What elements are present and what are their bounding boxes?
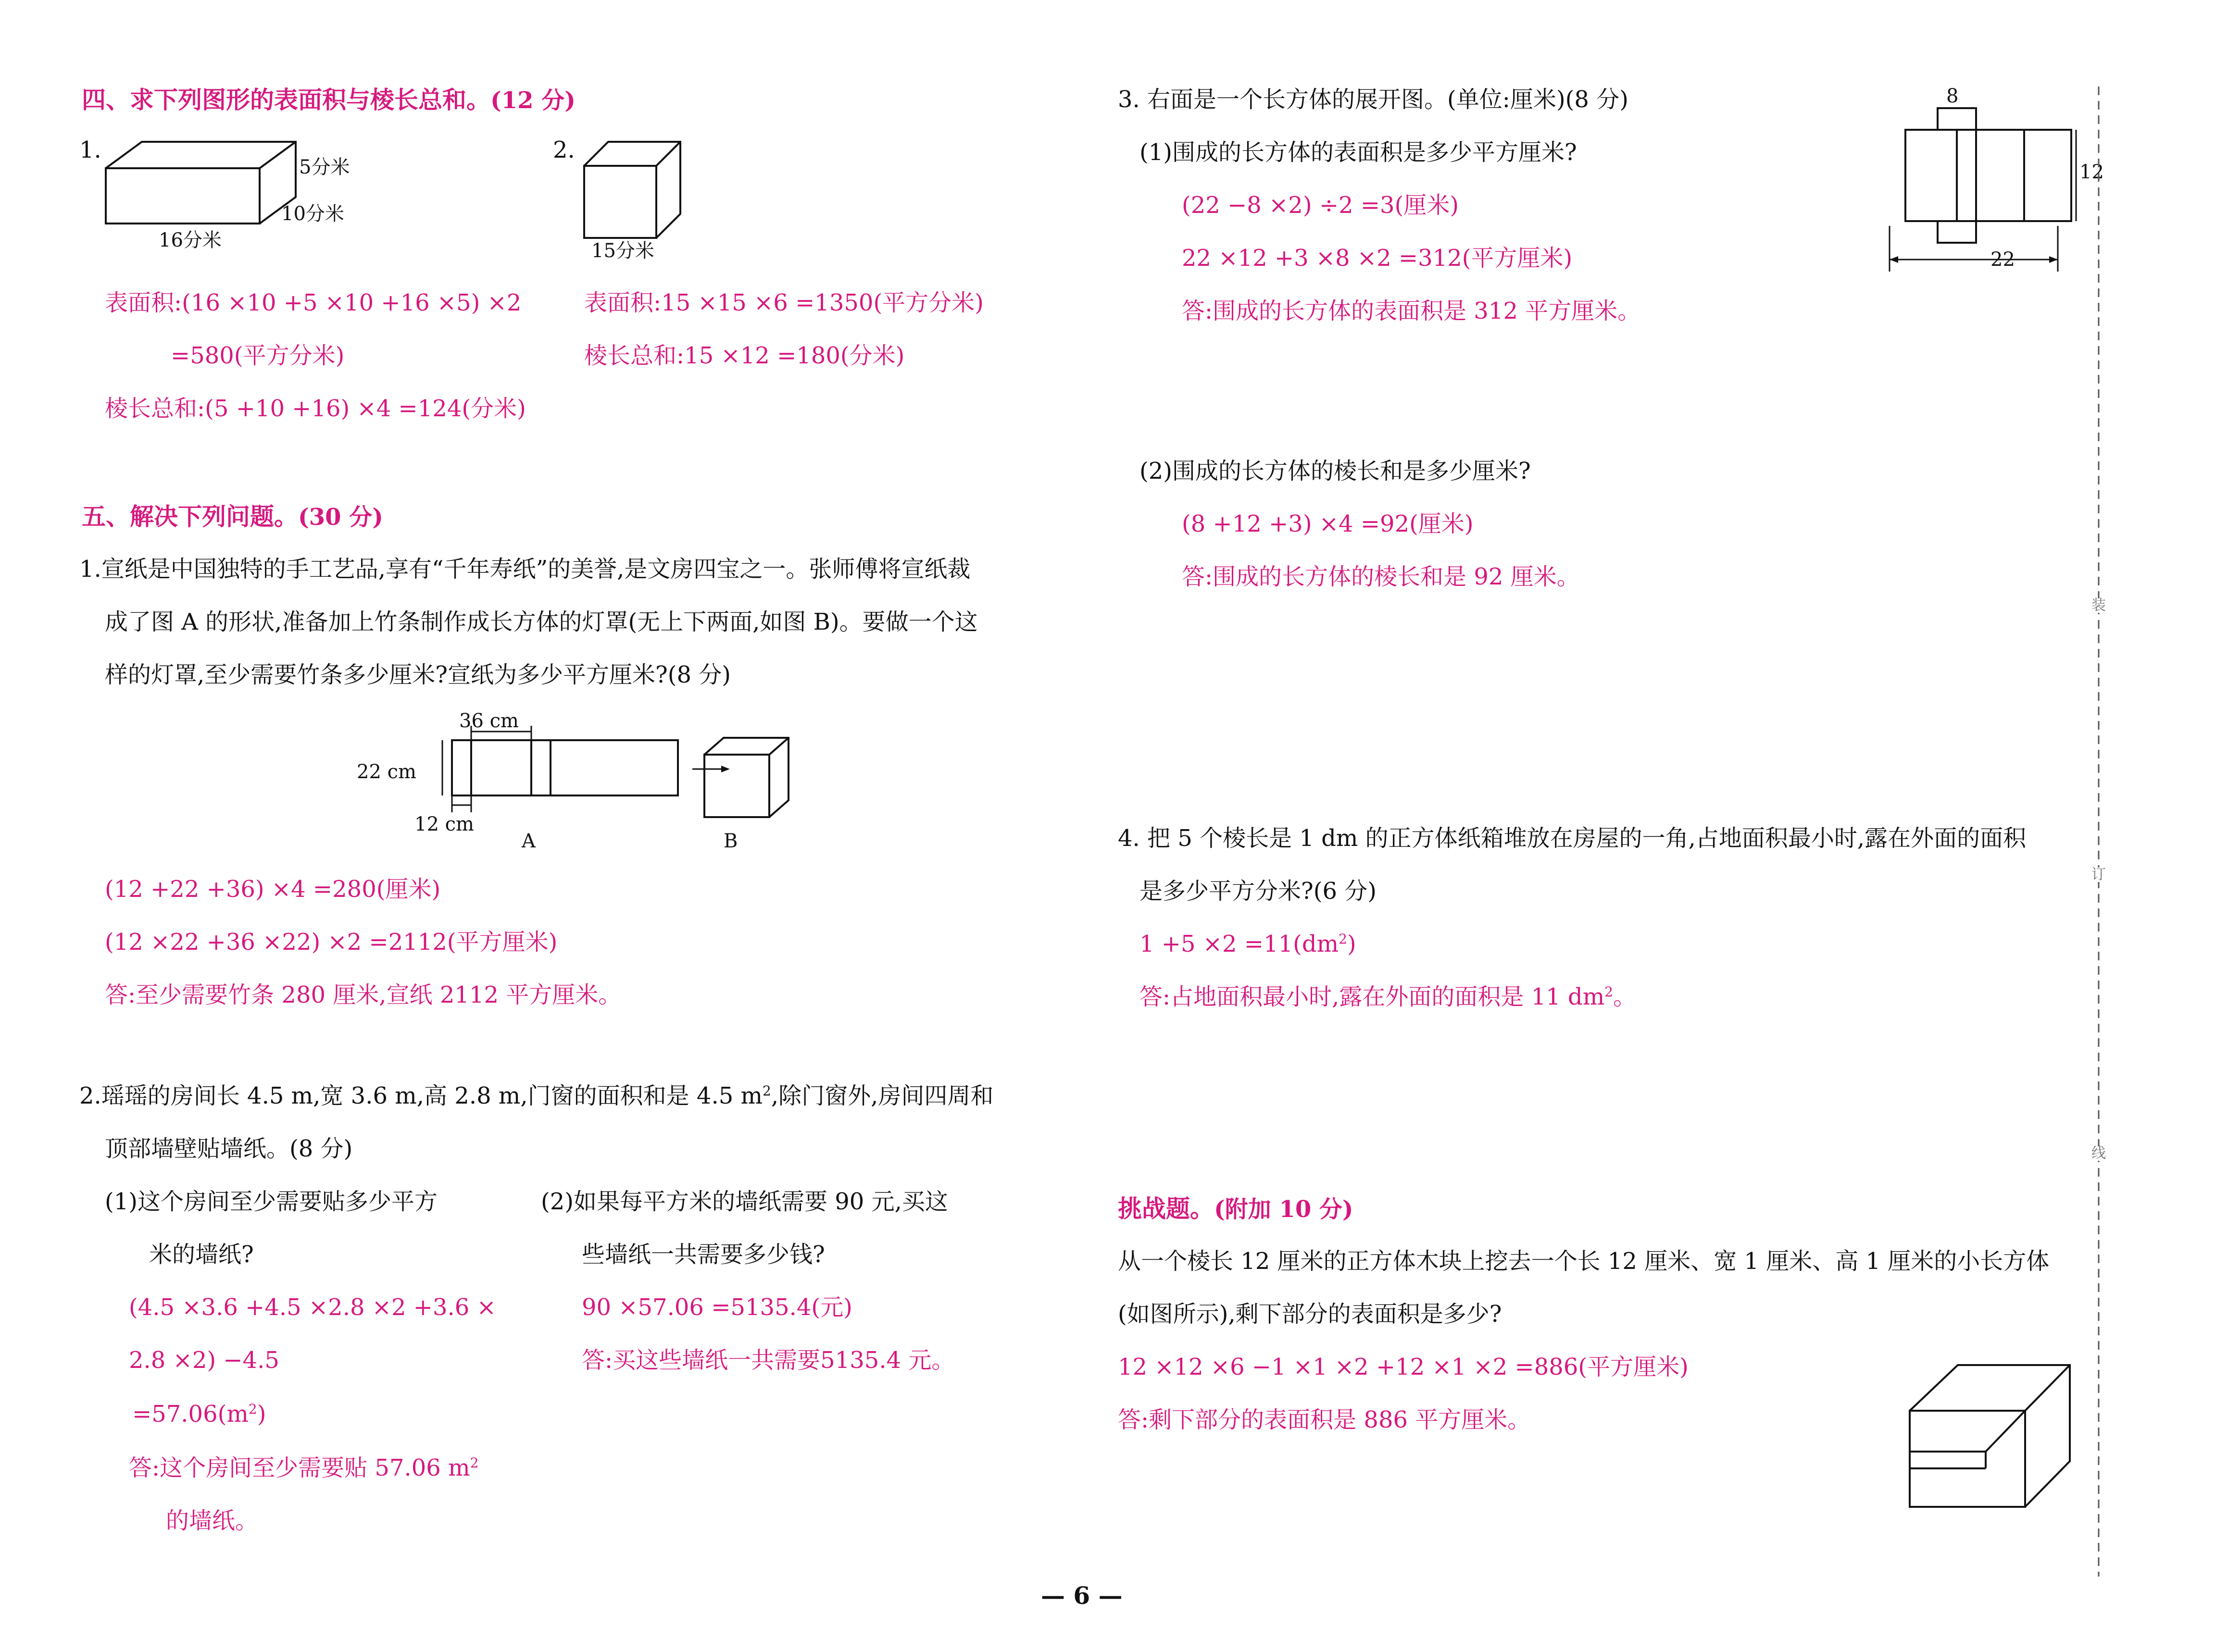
q3-sub2-question: (2)围成的长方体的棱长和是多少厘米? [1139,458,1531,484]
s5-q2-line-1-sup: 2 [763,1083,771,1099]
section-4-title-text: 四、求下列图形的表面积与棱长总和。 [82,86,490,114]
section-4-points: (12 分) [490,87,576,114]
q4-line-2: 是多少平方分米?(6 分) [1139,878,1377,905]
s5-q2-line-2: 顶部墙壁贴墙纸。(8 分) [105,1135,353,1162]
net-top-label: 8 [1946,85,1959,107]
s5-q2-sub2-a2: 答:买这些墙纸一共需要5135.4 元。 [582,1347,955,1374]
section4-q2-answer-2: 棱长总和:15 ×12 =180(分米) [584,342,905,369]
s5-q1-answer-2: (12 ×22 +36 ×22) ×2 =2112(平方厘米) [105,929,558,956]
page-number: — 6 — [1041,1581,1123,1610]
s5-q2-sub1-a4-sup: 2 [470,1455,479,1471]
net-right-label: 12 [2079,161,2104,183]
s5-q2-sub1-q1: (1)这个房间至少需要贴多少平方 [105,1188,438,1215]
s5-q2-sub1-a2: 2.8 ×2) −4.5 [129,1347,279,1374]
fig-a-caption: A [522,830,536,852]
s5-q2-sub1-a4-a: 答:这个房间至少需要贴 57.06 m [129,1454,470,1481]
grooved-cube-figure [1904,1351,2077,1514]
challenge-answer-1: 12 ×12 ×6 −1 ×1 ×2 +12 ×1 ×2 =886(平方厘米) [1118,1354,1689,1380]
net-bottom-label: 22 [1990,248,2015,271]
q3-sub2-answer-1: (8 +12 +3) ×4 =92(厘米) [1182,510,1474,537]
q3-title: 3. 右面是一个长方体的展开图。(单位:厘米)(8 分) [1118,86,1628,113]
s5-q1-line-2: 成了图 A 的形状,准备加上竹条制作成长方体的灯罩(无上下两面,如图 B)。要做一个这 [105,609,978,635]
section-5-points: (30 分) [298,504,383,531]
s5-q2-sub1-q2: 米的墙纸? [149,1241,254,1268]
cuboid-width-label: 10分米 [281,203,344,225]
s5-q1-line-3: 样的灯罩,至少需要竹条多少厘米?宣纸为多少平方厘米?(8 分) [105,661,731,688]
q4-line-1: 4. 把 5 个棱长是 1 dm 的正方体纸箱堆放在房屋的一角,占地面积最小时,露在外面的面积 [1118,825,2027,852]
s5-q2-sub1-a3 [132,1403,266,1426]
section-4-title [82,88,576,112]
section-5-title [82,502,383,531]
binding-char-1: 装 [2091,597,2106,614]
cube-figure [577,139,683,240]
s5-q2-line-1-a: 2.瑶瑶的房间长 4.5 m,宽 3.6 m,高 2.8 m,门窗的面积和是 4.5 m [79,1082,763,1109]
q3-sub1-answer-3: 答:围成的长方体的表面积是 312 平方厘米。 [1182,298,1641,324]
challenge-line-2: (如图所示),剩下部分的表面积是多少? [1118,1301,1502,1328]
s5-q2-sub1-a3-sup: 2 [248,1401,257,1417]
challenge-line-1: 从一个棱长 12 厘米的正方体木块上挖去一个长 12 厘米、宽 1 厘米、高 1 厘米的小长方体 [1118,1248,2050,1275]
s5-q1-answer-1: (12 +22 +36) ×4 =280(厘米) [105,876,441,903]
section4-q1-answer-1: 表面积:(16 ×10 +5 ×10 +16 ×5) ×2 [105,289,522,316]
fig-a-top-label: 36 cm [459,710,519,732]
challenge-title-text: 挑战题。 [1118,1194,1214,1223]
s5-q2-sub1-a1: (4.5 ×3.6 +4.5 ×2.8 ×2 +3.6 × [129,1294,496,1321]
challenge-points: (附加 10 分) [1214,1196,1353,1223]
section4-q2-number: 2. [553,137,575,163]
s5-q2-sub1-a3-a: =57.06(m [132,1401,249,1428]
q4-answer-1 [1139,932,1356,956]
section4-q1-answer-3: 棱长总和:(5 +10 +16) ×4 =124(分米) [105,395,526,422]
binding-char-3: 线 [2091,1145,2106,1162]
q3-sub2-answer-2: 答:围成的长方体的棱长和是 92 厘米。 [1182,563,1580,590]
s5-q2-line-1-b: ,除门窗外,房间四周和 [771,1082,994,1109]
section4-q1-answer-2: =580(平方分米) [171,342,345,369]
fig-a-bottom-label: 12 cm [414,813,474,835]
s5-q2-sub1-a4 [129,1456,478,1479]
challenge-answer-2: 答:剩下部分的表面积是 886 平方厘米。 [1118,1406,1531,1433]
cuboid-figure [96,135,298,240]
cuboid-net-figure [1875,96,2067,279]
section4-q2-answer-1: 表面积:15 ×15 ×6 =1350(平方分米) [584,289,984,316]
s5-q2-sub1-a3-b: ) [257,1401,266,1428]
q3-sub1-answer-1: (22 −8 ×2) ÷2 =3(厘米) [1182,192,1459,219]
s5-q2-line-1 [79,1084,993,1107]
cube-edge-label: 15分米 [591,240,654,262]
challenge-title [1118,1194,1353,1223]
q4-answer-2-sup: 2 [1604,984,1614,1000]
s5-q2-sub1-a5: 的墙纸。 [166,1507,259,1534]
q4-answer-2-b: 。 [1613,983,1637,1010]
section-5-title-text: 五、解决下列问题。 [82,502,298,531]
binding-dashed-line [2094,87,2103,1577]
fig-b-caption: B [724,830,738,852]
s5-q2-sub2-q1: (2)如果每平方米的墙纸需要 90 元,买这 [541,1188,948,1215]
section4-q1-number: 1. [79,137,101,163]
cuboid-height-label: 5分米 [299,156,350,178]
q4-answer-2 [1139,985,1636,1008]
q4-answer-2-a: 答:占地面积最小时,露在外面的面积是 11 dm [1139,983,1605,1010]
fig-a-left-label: 22 cm [357,761,416,783]
q3-sub1-question: (1)围成的长方体的表面积是多少平方厘米? [1139,139,1577,166]
s5-q2-sub2-a1: 90 ×57.06 =5135.4(元) [582,1294,852,1321]
binding-char-2: 订 [2091,866,2106,883]
q4-answer-1-a: 1 +5 ×2 =11(dm [1139,931,1339,957]
cuboid-length-label: 16分米 [159,229,222,251]
q3-sub1-answer-2: 22 ×12 +3 ×8 ×2 =312(平方厘米) [1182,245,1573,272]
s5-q1-answer-3: 答:至少需要竹条 280 厘米,宣纸 2112 平方厘米。 [105,981,622,1008]
s5-q2-sub2-q2: 些墙纸一共需要多少钱? [582,1241,825,1268]
q4-answer-1-sup: 2 [1339,931,1347,947]
s5-q1-line-1: 1.宣纸是中国独特的手工艺品,享有“千年寿纸”的美誉,是文房四宝之一。张师傅将宣纸裁 [79,556,971,583]
q4-answer-1-b: ) [1347,931,1356,957]
